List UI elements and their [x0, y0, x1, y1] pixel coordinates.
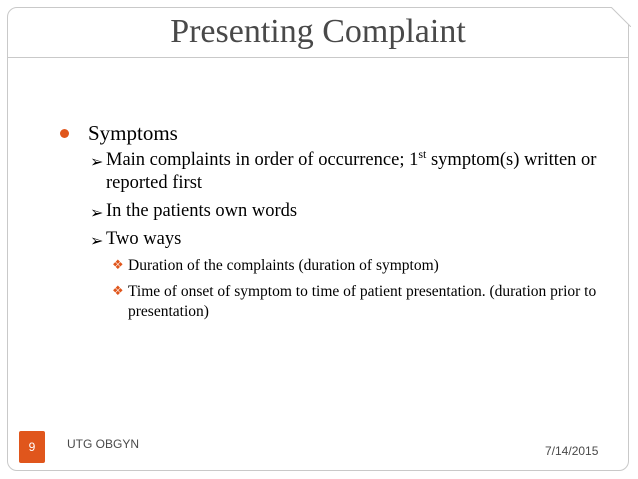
bullet-level3-onset — [60, 282, 600, 322]
title-bar — [8, 8, 628, 56]
slide-title: Presenting Complaint — [170, 13, 466, 50]
slide-number: 9 — [19, 431, 45, 463]
superscript-st: st — [418, 147, 427, 161]
diamond-bullet-icon: ❖ — [112, 284, 124, 299]
bullet-level2-own-words — [60, 200, 600, 223]
bullet-text: Two ways — [106, 229, 182, 249]
title-divider — [8, 57, 628, 58]
circle-bullet-icon — [60, 129, 69, 138]
bullet-text: In the patients own words — [106, 201, 298, 221]
bullet-level2-two-ways — [60, 228, 600, 251]
bullet-text: Duration of the complaints (duration of symptom) — [128, 257, 439, 274]
arrow-bullet-icon: ➢ — [90, 231, 104, 250]
bullet-level3-duration — [60, 256, 600, 276]
bullet-text-part2: symptom(s) written or reported first — [106, 150, 597, 193]
arrow-bullet-icon: ➢ — [90, 203, 104, 222]
bullet-level2-main-complaints — [60, 149, 600, 195]
diamond-bullet-icon: ❖ — [112, 258, 124, 273]
bullet-text: Time of onset of symptom to time of patient presentation. (duration prior to presentation) — [128, 283, 597, 320]
bullet-level1-symptoms — [60, 120, 600, 146]
bullet-text-part1: Main complaints in order of occurrence; 1 — [106, 150, 419, 170]
footer-date: 7/14/2015 — [545, 444, 599, 458]
slide-content — [60, 120, 600, 328]
bullet-text: Symptoms — [88, 121, 178, 145]
footer-text: UTG OBGYN — [67, 437, 140, 451]
arrow-bullet-icon: ➢ — [90, 152, 104, 171]
